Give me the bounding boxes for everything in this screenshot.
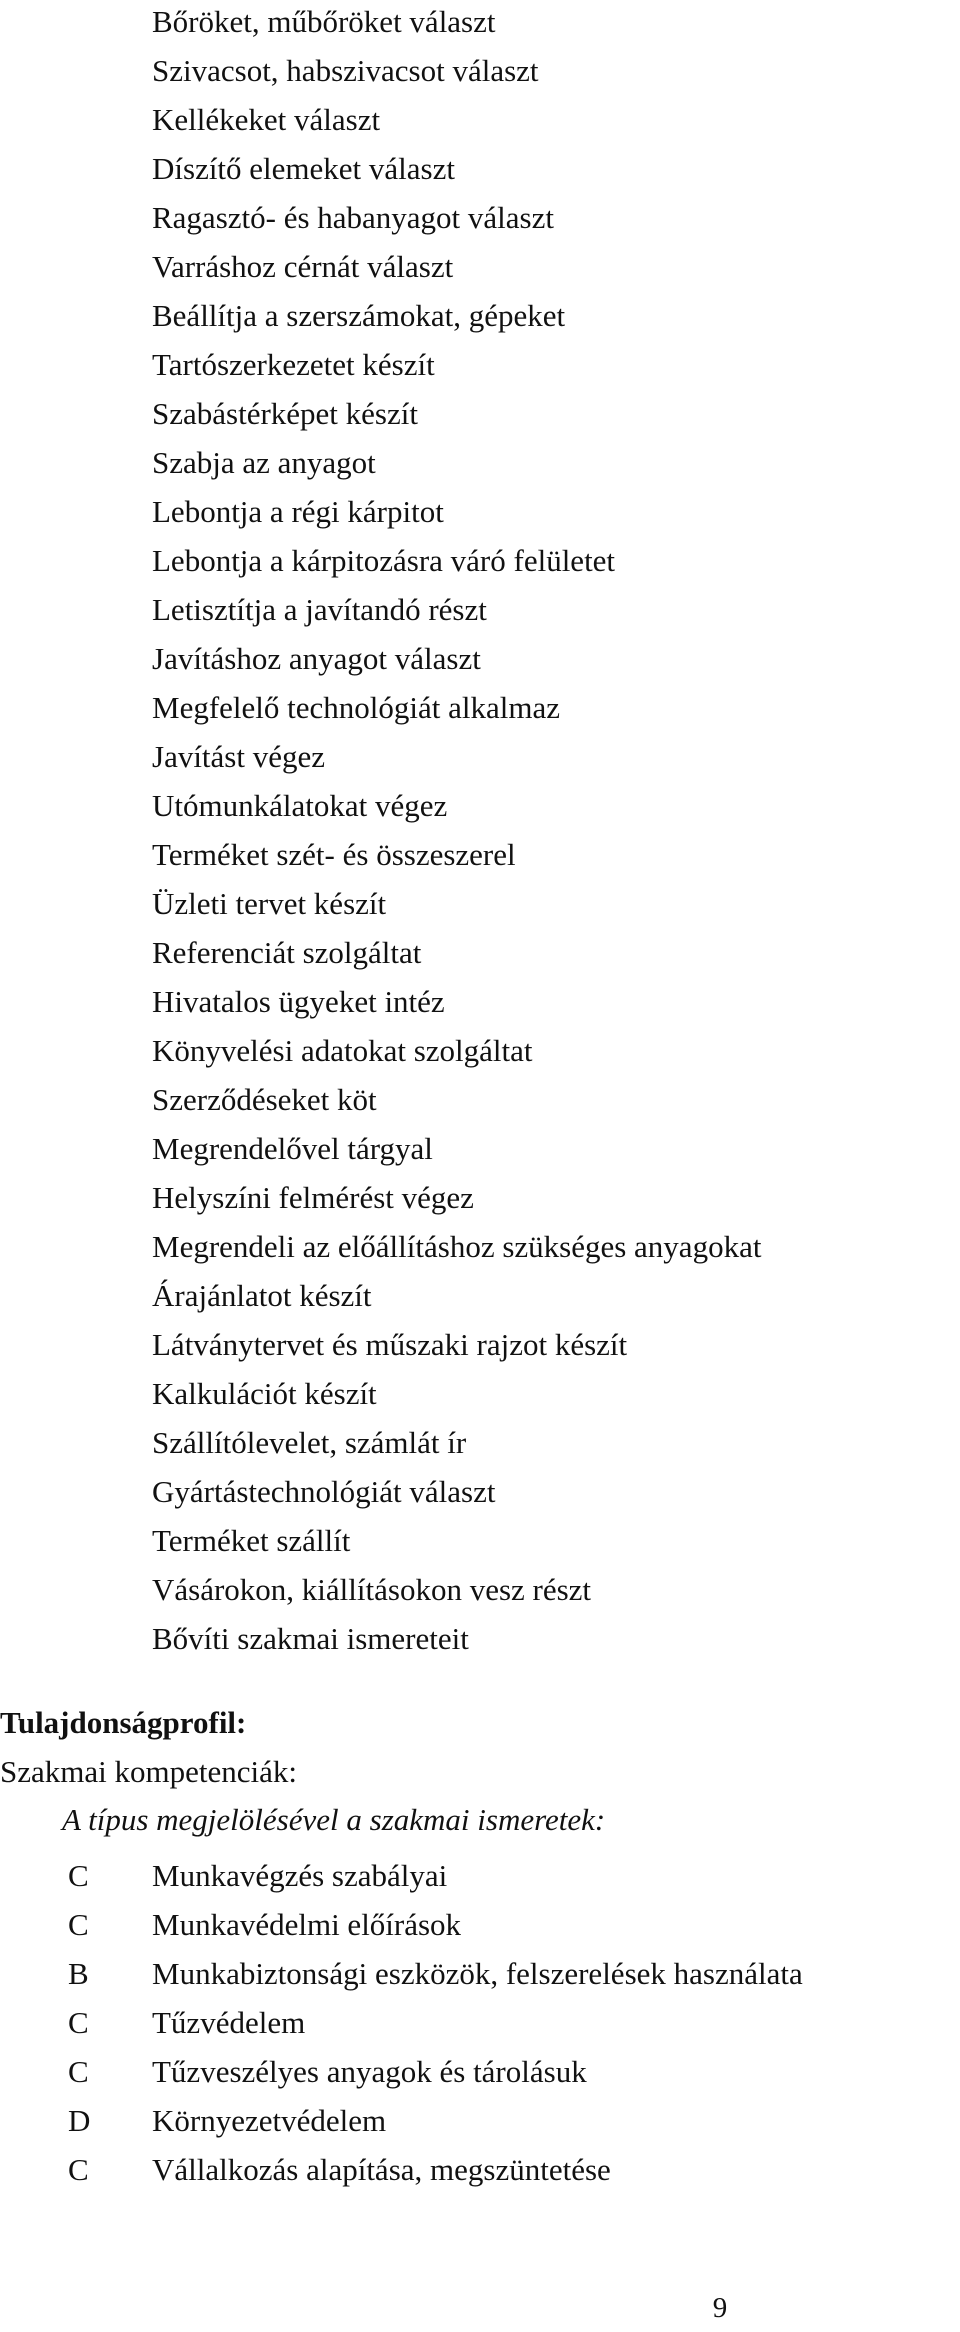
task-item: Hivatalos ügyeket intéz xyxy=(152,984,445,1019)
knowledge-row xyxy=(68,1900,803,1949)
knowledge-row xyxy=(68,2047,803,2096)
competence-label: Szakmai kompetenciák: xyxy=(0,1754,297,1789)
knowledge-row xyxy=(68,2145,803,2194)
task-item: Referenciát szolgáltat xyxy=(152,935,422,970)
knowledge-type: C xyxy=(68,1858,89,1893)
knowledge-type: C xyxy=(68,2005,89,2040)
knowledge-text: Vállalkozás alapítása, megszüntetése xyxy=(152,2152,611,2187)
task-item: Helyszíni felmérést végez xyxy=(152,1180,474,1215)
task-item: Szerződéseket köt xyxy=(152,1082,377,1117)
task-item: Tartószerkezetet készít xyxy=(152,347,435,382)
task-item: Terméket szét- és összeszerel xyxy=(152,837,516,872)
task-item: Javítást végez xyxy=(152,739,326,774)
task-item: Megrendelővel tárgyal xyxy=(152,1131,433,1166)
task-item: Javításhoz anyagot választ xyxy=(152,641,481,676)
task-item: Letisztítja a javítandó részt xyxy=(152,592,487,627)
task-item: Üzleti tervet készít xyxy=(152,886,387,921)
task-item: Lebontja a régi kárpitot xyxy=(152,494,444,529)
task-list xyxy=(152,0,761,1663)
task-item: Kalkulációt készít xyxy=(152,1376,377,1411)
knowledge-text: Munkavégzés szabályai xyxy=(152,1858,448,1893)
knowledge-text: Tűzveszélyes anyagok és tárolásuk xyxy=(152,2054,587,2089)
task-item: Megfelelő technológiát alkalmaz xyxy=(152,690,560,725)
task-item: Beállítja a szerszámokat, gépeket xyxy=(152,298,566,333)
task-item: Díszítő elemeket választ xyxy=(152,151,455,186)
task-item: Árajánlatot készít xyxy=(152,1278,372,1313)
knowledge-type: D xyxy=(68,2103,91,2138)
knowledge-text: Munkabiztonsági eszközök, felszerelések használata xyxy=(152,1956,803,1991)
knowledge-text: Tűzvédelem xyxy=(152,2005,306,2040)
task-item: Utómunkálatokat végez xyxy=(152,788,448,823)
task-item: Szabástérképet készít xyxy=(152,396,418,431)
knowledge-list xyxy=(68,1851,803,2194)
task-item: Kellékeket választ xyxy=(152,102,381,137)
knowledge-row xyxy=(68,1998,803,2047)
task-item: Szabja az anyagot xyxy=(152,445,376,480)
page-number: 9 xyxy=(712,2292,728,2324)
task-item: Szállítólevelet, számlát ír xyxy=(152,1425,467,1460)
profile-heading: Tulajdonságprofil: xyxy=(0,1705,247,1740)
task-item: Lebontja a kárpitozásra váró felületet xyxy=(152,543,616,578)
task-item: Látványtervet és műszaki rajzot készít xyxy=(152,1327,628,1362)
task-item: Könyvelési adatokat szolgáltat xyxy=(152,1033,533,1068)
task-item: Terméket szállít xyxy=(152,1523,351,1558)
knowledge-row xyxy=(68,2096,803,2145)
task-item: Vásárokon, kiállításokon vesz részt xyxy=(152,1572,592,1607)
knowledge-text: Munkavédelmi előírások xyxy=(152,1907,462,1942)
task-item: Bővíti szakmai ismereteit xyxy=(152,1621,469,1656)
task-item: Varráshoz cérnát választ xyxy=(152,249,454,284)
knowledge-type: C xyxy=(68,1907,89,1942)
task-item: Bőröket, műbőröket választ xyxy=(152,4,496,39)
task-item: Szivacsot, habszivacsot választ xyxy=(152,53,539,88)
knowledge-type-intro: A típus megjelölésével a szakmai ismeretek: xyxy=(62,1802,606,1837)
task-item: Ragasztó- és habanyagot választ xyxy=(152,200,554,235)
knowledge-row xyxy=(68,1851,803,1900)
task-item: Megrendeli az előállításhoz szükséges anyagokat xyxy=(152,1229,762,1264)
knowledge-text: Környezetvédelem xyxy=(152,2103,387,2138)
knowledge-type: C xyxy=(68,2152,89,2187)
knowledge-row xyxy=(68,1949,803,1998)
knowledge-type: C xyxy=(68,2054,89,2089)
task-item: Gyártástechnológiát választ xyxy=(152,1474,496,1509)
knowledge-type: B xyxy=(68,1956,89,1991)
